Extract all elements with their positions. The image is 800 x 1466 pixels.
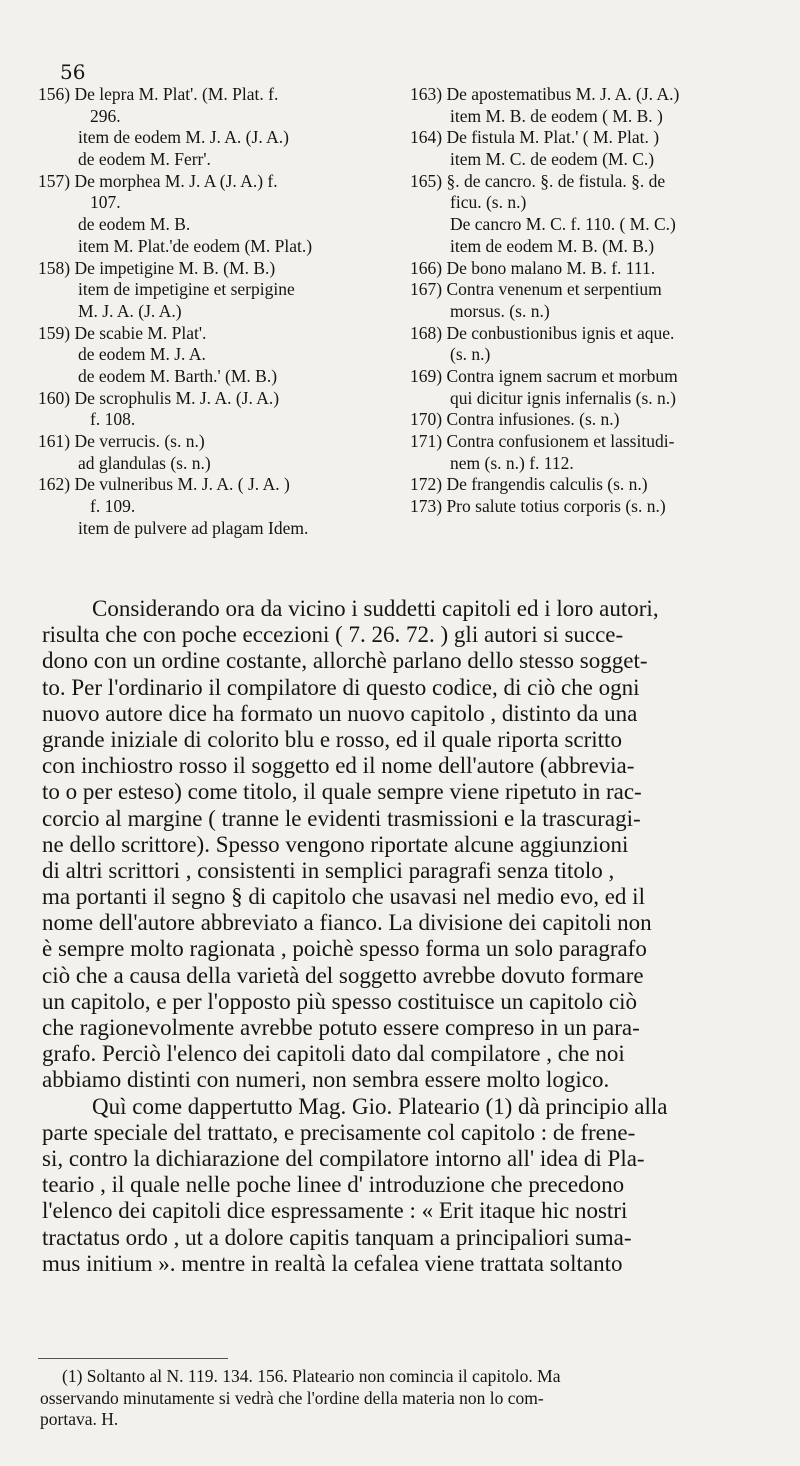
body-line: tractatus ordo , ut a dolore capitis tanquam a principaliori suma-: [42, 1224, 632, 1250]
body-line: grafo. Perciò l'elenco dei capitoli dato dal compilatore , che noi: [42, 1041, 625, 1067]
chapter-entry: 169) Contra ignem sacrum et morbum: [410, 365, 678, 386]
chapter-entry: item de eodem M. J. A. (J. A.): [78, 127, 289, 148]
chapter-entry: item de pulvere ad plagam Idem.: [78, 517, 309, 538]
body-line: nuovo autore dice ha formato un nuovo capitolo , distinto da una: [42, 700, 638, 726]
chapter-entry: morsus. (s. n.): [450, 300, 550, 321]
body-line: to o per esteso) come titolo, il quale sempre viene ripetuto in rac-: [42, 779, 642, 805]
chapter-entry: item M. C. de eodem (M. C.): [450, 149, 655, 170]
body-line: grande iniziale di colorito blu e rosso, ed il quale riporta scritto: [42, 726, 622, 752]
chapter-entry: 168) De conbustionibus ignis et aque.: [410, 322, 675, 343]
chapter-entry: qui dicitur ignis infernalis (s. n.): [450, 387, 677, 408]
body-line: abbiamo distinti con numeri, non sembra essere molto logico.: [42, 1067, 610, 1093]
chapter-entry: 163) De apostematibus M. J. A. (J. A.): [410, 84, 680, 104]
chapter-entry: 156) De lepra M. Plat'. (M. Plat. f.: [38, 84, 279, 104]
chapter-entry: item de impetigine et serpigine: [78, 279, 295, 300]
body-line: di altri scrittori , consistenti in semplici paragrafi senza titolo ,: [42, 857, 615, 883]
body-line: si, contro la dichiarazione del compilatore intorno all' idea di Pla-: [42, 1145, 645, 1171]
chapter-entry: f. 109.: [90, 496, 136, 517]
footnote-divider: [38, 1358, 228, 1359]
chapter-entry: (s. n.): [450, 344, 491, 365]
body-line: parte speciale del trattato, e precisamente col capitolo : de frene-: [42, 1119, 636, 1145]
chapter-entry: 172) De frangendis calculis (s. n.): [410, 474, 648, 495]
body-line: che ragionevolmente avrebbe potuto essere compreso in un para-: [42, 1015, 640, 1040]
chapter-entry: de eodem M. Barth.' (M. B.): [78, 365, 278, 386]
footnote-line: portava. H.: [40, 1409, 119, 1429]
chapter-entry: 158) De impetigine M. B. (M. B.): [38, 257, 276, 278]
chapter-list-left-column: [38, 84, 400, 539]
chapter-entry: De cancro M. C. f. 110. ( M. C.): [450, 214, 676, 235]
body-line: l'elenco dei capitoli dice espressamente : « Erit itaque hic nostri: [42, 1198, 628, 1224]
body-line: risulta che con poche eccezioni ( 7. 26. 72. ) gli autori si succe-: [42, 622, 624, 648]
chapter-entry: 165) §. de cancro. §. de fistula. §. de: [410, 170, 666, 191]
body-line: ne dello scrittore). Spesso vengono riportate alcune aggiunzioni: [42, 831, 629, 857]
chapter-entry: 171) Contra confusionem et lassitudi-: [410, 431, 675, 451]
chapter-entry: 166) De bono malano M. B. f. 111.: [410, 257, 656, 278]
footnote-line: osservando minutamente si vedrà che l'ordine della materia non lo com-: [40, 1387, 544, 1408]
chapter-entry: item de eodem M. B. (M. B.): [450, 235, 655, 256]
chapter-entry: 157) De morphea M. J. A (J. A.) f.: [38, 170, 278, 191]
body-line: teario , il quale nelle poche linee d' introduzione che precedono: [42, 1172, 625, 1198]
body-line: corcio al margine ( tranne le evidenti trasmissioni e la trascuragi-: [42, 805, 641, 831]
body-line: con inchiostro rosso il soggetto ed il nome dell'autore (abbrevia-: [42, 753, 635, 779]
chapter-entry: 167) Contra venenum et serpentium: [410, 279, 662, 300]
chapter-entry: 170) Contra infusiones. (s. n.): [410, 409, 620, 430]
footnote-line: (1) Soltanto al N. 119. 134. 156. Plateario non comincia il capitolo. Ma: [62, 1366, 561, 1386]
chapter-entry: M. J. A. (J. A.): [78, 300, 182, 321]
footnote: [40, 1366, 770, 1431]
chapter-entry: 161) De verrucis. (s. n.): [38, 431, 205, 451]
body-line: ma portanti il segno § di capitolo che usavasi nel medio evo, ed il: [42, 884, 645, 910]
chapter-entry: 173) Pro salute totius corporis (s. n.): [410, 496, 666, 517]
chapter-list-right-column: [410, 84, 772, 518]
chapter-entry: f. 108.: [90, 409, 136, 430]
body-line: Quì come dappertutto Mag. Gio. Plateario (1) dà principio alla: [92, 1093, 668, 1119]
body-line: mus initium ». mentre in realtà la cefalea viene trattata soltanto: [42, 1250, 623, 1276]
chapter-entry: 159) De scabie M. Plat'.: [38, 322, 207, 343]
body-line: to. Per l'ordinario il compilatore di questo codice, di ciò che ogni: [42, 674, 640, 700]
chapter-entry: 164) De fistula M. Plat.' ( M. Plat. ): [410, 127, 660, 148]
body-text: [42, 596, 770, 1277]
body-line: dono con un ordine costante, allorchè parlano dello stesso sogget-: [42, 648, 648, 674]
chapter-entry: nem (s. n.) f. 112.: [450, 452, 574, 473]
chapter-entry: de eodem M. B.: [78, 214, 191, 235]
chapter-entry: 107.: [90, 192, 121, 213]
chapter-entry: 296.: [90, 105, 121, 126]
body-line: nome dell'autore abbreviato a fianco. La divisione dei capitoli non: [42, 910, 652, 936]
body-line: un capitolo, e per l'opposto più spesso costituisce un capitolo ciò: [42, 988, 638, 1014]
chapter-entry: ficu. (s. n.): [450, 192, 527, 213]
chapter-entry: de eodem M. Ferr'.: [78, 149, 211, 170]
chapter-entry: de eodem M. J. A.: [78, 344, 206, 365]
body-line: Considerando ora da vicino i suddetti capitoli ed i loro autori,: [92, 596, 659, 621]
chapter-entry: 162) De vulneribus M. J. A. ( J. A. ): [38, 474, 290, 495]
chapter-entry: item M. Plat.'de eodem (M. Plat.): [78, 235, 313, 256]
chapter-entry: ad glandulas (s. n.): [78, 452, 211, 473]
body-line: è sempre molto ragionata , poichè spesso forma un solo paragrafo: [42, 936, 647, 962]
body-line: ciò che a causa della varietà del soggetto avrebbe dovuto formare: [42, 962, 644, 988]
chapter-entry: item M. B. de eodem ( M. B. ): [450, 105, 663, 126]
page-number: 56: [60, 60, 86, 84]
chapter-entry: 160) De scrophulis M. J. A. (J. A.): [38, 387, 280, 408]
